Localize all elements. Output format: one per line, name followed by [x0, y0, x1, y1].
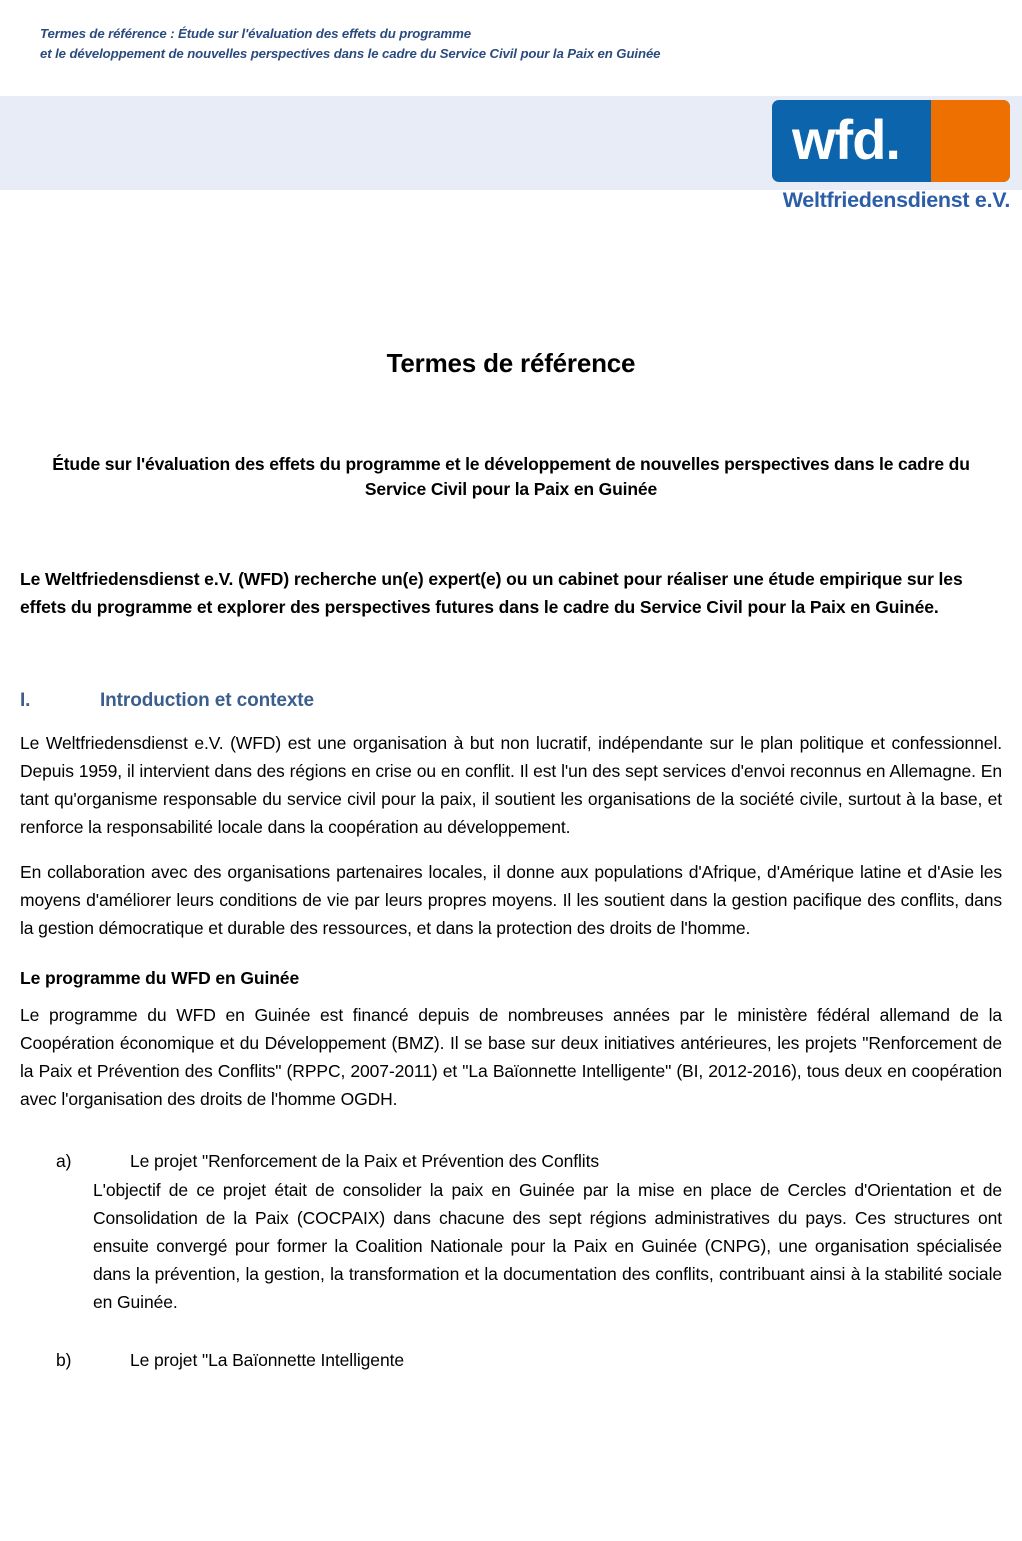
project-list-item-b [20, 1346, 1002, 1374]
wfd-logo-caption: Weltfriedensdienst e.V. [782, 188, 1010, 212]
project-list-item-a [20, 1147, 1002, 1316]
paragraph-programme: Le programme du WFD en Guinée est financé depuis de nombreuses années par le ministère fédéral allemand de la Coopération économique et du Développement (BMZ). Il se base sur deux initiatives antérieures, les projets "Renforcement de la Paix et Prévention des Conflits" (RPPC, 2007-2011) et "La Baïonnette Intelligente" (BI, 2012-2016), tous deux en coopération avec l'organisation des droits de l'homme OGDH. [20, 1005, 1002, 1110]
lead-paragraph: Le Weltfriedensdienst e.V. (WFD) recherche un(e) expert(e) ou un cabinet pour réaliser une étude empirique sur les effets du programme et explorer des perspectives futures dans le cadre du Service Civil pour la Paix en Guinée. [20, 568, 963, 618]
project-a-title: Le projet "Renforcement de la Paix et Prévention des Conflits [130, 1151, 599, 1172]
project-b-title: Le projet "La Baïonnette Intelligente [130, 1350, 404, 1371]
paragraph-intro-2: En collaboration avec des organisations partenaires locales, il donne aux populations d'Afrique, d'Amérique latine et d'Asie les moyens d'améliorer leurs conditions de vie par leurs propres moyens. Il les soutient dans la gestion pacifique des conflits, dans la gestion démocratique et durable des ressources, et dans la protection des droits de l'homme. [20, 862, 1002, 939]
wfd-logo-wordmark: wfd. [792, 107, 900, 171]
project-b-title-line [56, 1346, 1002, 1374]
project-a-body: L'objectif de ce projet était de consolider la paix en Guinée par la mise en place de Cercles d'Orientation et de Consolidation de la Paix (COCPAIX) dans chacune des sept régions administratives du pays. Ces structures ont ensuite convergé pour former la Coalition Nationale pour la Paix en Guinée (CNPG), une organisation spécialisée dans la prévention, la gestion, la transformation et la documentation des conflits, contribuant ainsi à la stabilité sociale en Guinée. [93, 1180, 1002, 1313]
project-b-marker: b) [56, 1350, 72, 1371]
page-title: Termes de référence [386, 348, 636, 378]
running-header [40, 24, 800, 64]
running-header-line-2: et le développement de nouvelles perspectives dans le cadre du Service Civil pour la Paix en Guinée [40, 46, 661, 62]
paragraph-intro-1: Le Weltfriedensdienst e.V. (WFD) est une organisation à but non lucratif, indépendante sur le plan politique et confessionnel. Depuis 1959, il intervient dans des régions en crise ou en conflit. Il est l'un des sept services d'envoi reconnus en Allemagne. En tant qu'organisme responsable du service civil pour la paix, il soutient les organisations de la société civile, surtout à la base, et renforce la responsabilité locale dans la coopération au développement. [20, 733, 1002, 838]
project-a-title-line [56, 1147, 1002, 1175]
section-title: Introduction et contexte [100, 690, 314, 712]
wfd-logo [772, 100, 1010, 213]
section-heading-introduction [20, 690, 1002, 712]
wfd-logo-orange-panel [931, 100, 1010, 182]
wfd-logo-mark [772, 100, 1010, 182]
subheading-programme-wfd-guinee: Le programme du WFD en Guinée [20, 968, 300, 989]
section-number: I. [20, 690, 31, 712]
document-subtitle: Étude sur l'évaluation des effets du programme et le développement de nouvelles perspectives dans le cadre du Service Civil pour la Paix en Guinée [52, 454, 970, 500]
project-a-marker: a) [56, 1151, 72, 1172]
document-content [20, 348, 1002, 1374]
running-header-line-1: Termes de référence : Étude sur l'évaluation des effets du programme [40, 26, 471, 41]
